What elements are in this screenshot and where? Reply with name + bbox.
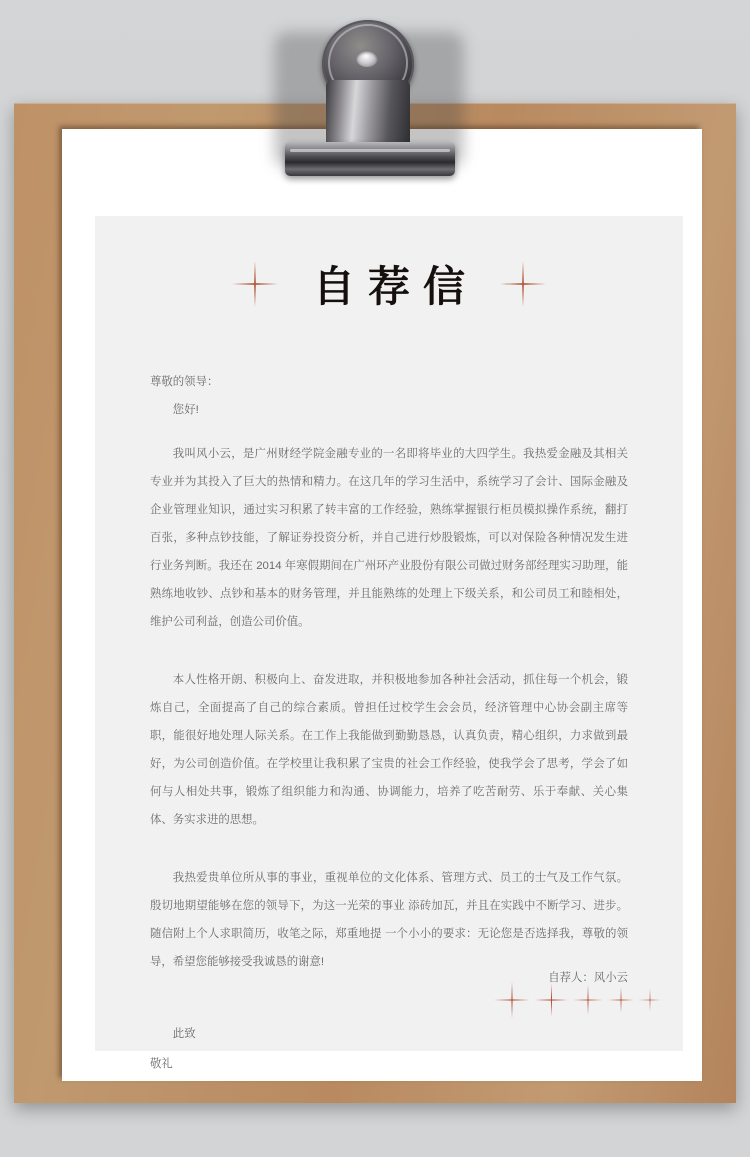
signature-line: 自荐人：风小云 [548, 972, 628, 984]
clip-bar-highlight [290, 149, 450, 152]
greeting: 您好! [172, 404, 199, 416]
clip-pressure-bar [285, 142, 455, 176]
sparkle-icon [232, 261, 278, 307]
page-title: 自荐信 [312, 265, 478, 311]
paragraph-2: 本人性格开朗、积极向上、奋发进取，并积极地参加各种社会活动，抓住每一个机会，锻炼自己，全面提高了自己的综合素质。曾担任过校学生会会员，经济管理中心协会副主席等职，能很好地处理人际关系。在工作上我能做到勤勤恳恳，认真负责，精心组织，力求做到最好，为公司创造价值。在学校里让我积累了宝贵的社会工作经验，使我学会了思考，学会了如何与人相处共事，锻炼了组织能力和沟通、协调能力，培养了吃苦耐劳、乐于奉献、关心集体、务实求进的思想。 [150, 674, 628, 826]
salutation: 尊敬的领导： [150, 376, 219, 388]
paragraph-3: 我热爱贵单位所从事的事业，重视单位的文化体系、管理方式、员工的士气及工作气氛。殷切地期望能够在您的领导下，为这一光荣的事业 添砖加瓦，并且在实践中不断学习、进步。随信附上个人求职简历，收笔之际，郑重地提 一个小小的要求：无论您是否选择我，尊敬的领导，希望您能够接受我诚恳的谢意! [150, 872, 628, 968]
closing-line-1: 此致 [172, 1028, 196, 1040]
clipboard-clip [268, 18, 482, 168]
sparkle-icon [608, 987, 634, 1013]
clipboard-frame [14, 103, 736, 1103]
clip-knob-hole [356, 50, 378, 67]
sparkle-icon [535, 984, 568, 1017]
sparkle-icon [500, 261, 546, 307]
sparkle-icon [573, 985, 603, 1015]
paragraph-1: 我叫风小云，是广州财经学院金融专业的一名即将毕业的大四学生。我热爱金融及其相关专业并为其投入了巨大的热情和精力。在这几年的学习生活中，系统学习了会计、国际金融及企业管理业知识，通过实习积累了转丰富的工作经验，熟练掌握银行柜员模拟操作系统，翻打百张，多种点钞技能，了解证券投资分析，并自己进行炒股锻炼，可以对保险各种情况发生进行业务判断。我还在 2014 年寒假期间在广州环产业股份有限公司做过财务部经理实习助理，能熟练地收钞、点钞和基本的财务管理，并且能熟练的处理上下级关系，和公司员工和睦相处，维护公司利益，创造公司价值。 [150, 448, 628, 628]
paper-sheet [62, 129, 702, 1081]
title-row [95, 254, 683, 314]
letter-content-panel [95, 216, 683, 1070]
sparkle-icon [639, 989, 661, 1011]
footer-sparkle-row [494, 982, 661, 1018]
sparkle-icon [494, 982, 530, 1018]
closing-line-2: 敬礼 [150, 1058, 173, 1070]
